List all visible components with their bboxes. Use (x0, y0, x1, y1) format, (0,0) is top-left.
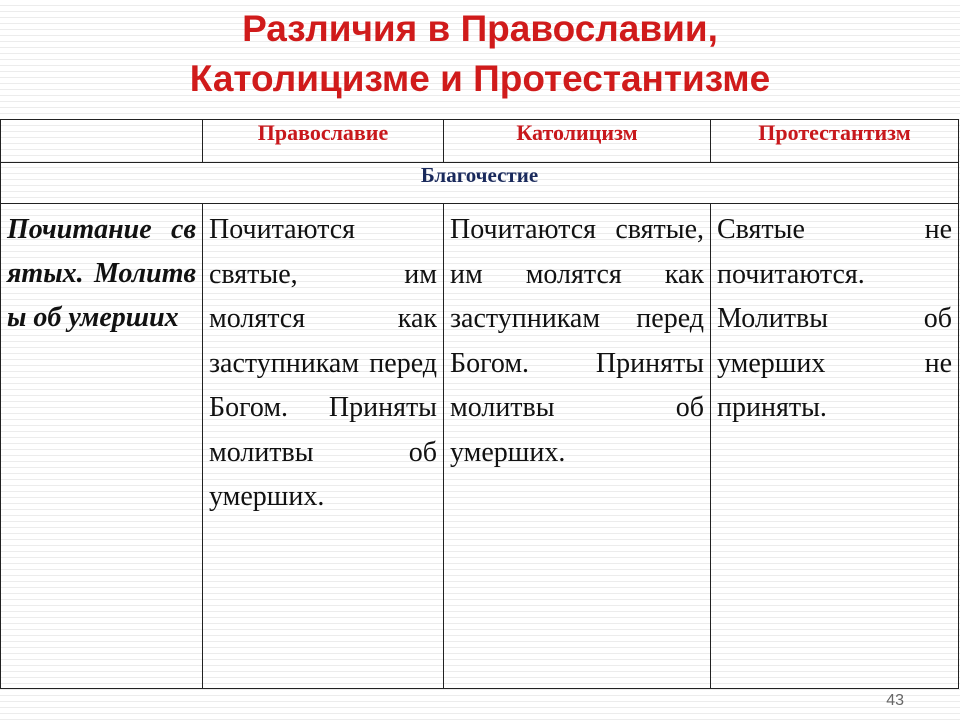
section-title: Благочестие (1, 163, 959, 204)
cell-protestantism: Святые не почитаются. Молитвы об умерших не приняты. (711, 204, 959, 689)
comparison-table (0, 119, 959, 689)
header-protestantism: Протестантизм (711, 120, 959, 163)
slide-title (0, 4, 960, 104)
header-catholicism: Католицизм (444, 120, 711, 163)
title-line-2: Католицизме и Протестантизме (189, 58, 771, 99)
row-label: Почитание святых. Молитвы об умерших (1, 204, 203, 689)
header-orthodoxy: Православие (203, 120, 444, 163)
title-line-1: Различия в Православии, (242, 8, 718, 49)
header-row (1, 120, 959, 163)
page-number: 43 (886, 692, 904, 709)
section-row (1, 163, 959, 204)
table-row (1, 204, 959, 689)
header-empty (1, 120, 203, 163)
cell-orthodoxy: Почитаются святые, им молятся как заступникам перед Богом. Приняты молитвы об умерших. (203, 204, 444, 689)
cell-catholicism: Почитаются святые, им молятся как заступникам перед Богом. Приняты молитвы об умерших. (444, 204, 711, 689)
